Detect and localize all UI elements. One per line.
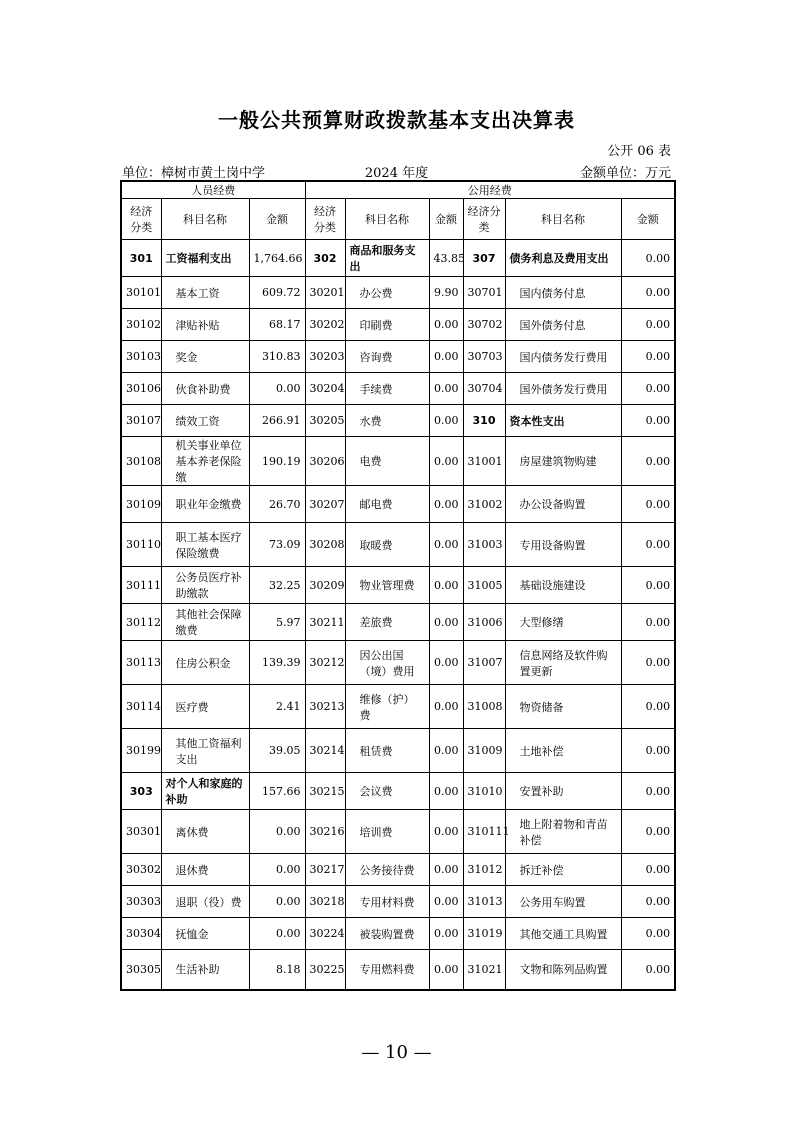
item-name [345, 854, 429, 886]
item-name [161, 729, 249, 773]
econ-class-code: 30108 [121, 437, 161, 486]
econ-class-code: 30101 [121, 277, 161, 309]
item-name [345, 523, 429, 567]
item-amount: 73.09 [249, 523, 305, 567]
econ-class-code: 30702 [463, 309, 505, 341]
item-amount: 9.90 [429, 277, 463, 309]
table-row [121, 373, 675, 405]
item-name [161, 886, 249, 918]
item-name-text: 商品和服务支出 [349, 244, 416, 273]
item-name [505, 641, 621, 685]
item-amount: 0.00 [621, 567, 675, 604]
amount-header: 金额 [621, 199, 675, 240]
item-amount: 68.17 [249, 309, 305, 341]
econ-class-code: 30213 [305, 685, 345, 729]
item-amount: 0.00 [621, 373, 675, 405]
item-amount: 0.00 [249, 886, 305, 918]
item-name [345, 685, 429, 729]
item-amount: 0.00 [621, 685, 675, 729]
item-name-text: 对个人和家庭的补助 [165, 777, 243, 806]
item-name-text: 离休费 [175, 825, 209, 839]
econ-class-code: 30211 [305, 604, 345, 641]
econ-class-code: 30199 [121, 729, 161, 773]
item-amount: 0.00 [429, 854, 463, 886]
item-name-text: 办公设备购置 [519, 498, 586, 511]
item-amount: 0.00 [621, 918, 675, 950]
econ-class-code: 30112 [121, 604, 161, 641]
item-amount: 139.39 [249, 641, 305, 685]
item-name [345, 641, 429, 685]
table-row [121, 604, 675, 641]
item-name [505, 950, 621, 990]
item-amount: 39.05 [249, 729, 305, 773]
item-name [505, 685, 621, 729]
item-amount: 0.00 [249, 810, 305, 854]
econ-class-code: 302 [305, 240, 345, 277]
table-row [121, 341, 675, 373]
item-name [505, 854, 621, 886]
econ-class-code: 30106 [121, 373, 161, 405]
fiscal-year: 2024 年度 [364, 166, 429, 181]
item-name [161, 950, 249, 990]
item-amount: 2.41 [249, 685, 305, 729]
econ-class-code: 30301 [121, 810, 161, 854]
table-row [121, 773, 675, 810]
item-amount: 0.00 [621, 729, 675, 773]
table-row [121, 523, 675, 567]
item-name [505, 773, 621, 810]
item-name-text: 专用材料费 [359, 895, 415, 909]
econ-class-code: 31019 [463, 918, 505, 950]
item-amount: 0.00 [621, 240, 675, 277]
econ-class-code: 31007 [463, 641, 505, 685]
table-row [121, 854, 675, 886]
item-name-text: 印刷费 [359, 318, 393, 332]
item-name-text: 咨询费 [359, 350, 393, 364]
econ-class-code: 30203 [305, 341, 345, 373]
econ-class-code: 30107 [121, 405, 161, 437]
item-name-text: 电费 [359, 455, 382, 468]
item-amount: 0.00 [621, 277, 675, 309]
econ-class-code: 30110 [121, 523, 161, 567]
item-name-text: 专用设备购置 [519, 538, 586, 552]
item-name [345, 486, 429, 523]
item-name [345, 950, 429, 990]
item-name-text: 资本性支出 [509, 414, 565, 428]
item-amount: 0.00 [621, 854, 675, 886]
table-row [121, 950, 675, 990]
item-name-text: 培训费 [359, 825, 393, 839]
econ-class-code: 30205 [305, 405, 345, 437]
item-name [161, 523, 249, 567]
econ-class-code: 31005 [463, 567, 505, 604]
item-name [161, 567, 249, 604]
item-amount: 26.70 [249, 486, 305, 523]
item-amount: 0.00 [429, 886, 463, 918]
item-amount: 0.00 [249, 373, 305, 405]
table-row [121, 641, 675, 685]
item-name-header: 科目名称 [345, 199, 429, 240]
item-name-text: 退休费 [175, 863, 209, 877]
item-name [345, 729, 429, 773]
item-name [345, 277, 429, 309]
item-name [161, 405, 249, 437]
item-amount: 0.00 [621, 950, 675, 990]
item-amount: 0.00 [621, 486, 675, 523]
econ-class-code: 30225 [305, 950, 345, 990]
item-name [505, 810, 621, 854]
item-amount: 43.85 [429, 240, 463, 277]
page-number: — 10 — [361, 1042, 432, 1063]
item-name [505, 405, 621, 437]
item-amount: 1,764.66 [249, 240, 305, 277]
item-amount: 0.00 [249, 918, 305, 950]
econ-class-code: 30209 [305, 567, 345, 604]
item-amount: 0.00 [621, 641, 675, 685]
item-name [345, 437, 429, 486]
item-name-text: 公务用车购置 [519, 895, 586, 909]
table-row [121, 918, 675, 950]
item-amount: 5.97 [249, 604, 305, 641]
item-name-text: 绩效工资 [175, 414, 220, 428]
item-name-text: 公务员医疗补助缴款 [175, 571, 242, 600]
item-name-text: 抚恤金 [175, 927, 209, 941]
table-row [121, 567, 675, 604]
item-amount: 0.00 [429, 341, 463, 373]
econ-class-code: 30109 [121, 486, 161, 523]
econ-class-code: 30113 [121, 641, 161, 685]
item-name-text: 因公出国（境）费用 [359, 648, 415, 678]
item-amount: 0.00 [621, 604, 675, 641]
item-amount: 0.00 [429, 373, 463, 405]
item-name-text: 其他工资福利支出 [175, 736, 242, 766]
econ-class-code: 30206 [305, 437, 345, 486]
item-amount: 0.00 [621, 810, 675, 854]
item-name [345, 240, 429, 277]
econ-class-code: 301 [121, 240, 161, 277]
econ-class-code: 303 [121, 773, 161, 810]
item-name-text: 拆迁补偿 [519, 863, 564, 877]
item-amount: 8.18 [249, 950, 305, 990]
item-name [345, 567, 429, 604]
item-name [505, 886, 621, 918]
item-name-text: 其他交通工具购置 [519, 927, 608, 941]
item-amount: 0.00 [621, 773, 675, 810]
econ-class-code: 30208 [305, 523, 345, 567]
econ-class-code: 30701 [463, 277, 505, 309]
item-name [161, 641, 249, 685]
item-name [505, 918, 621, 950]
item-name [161, 277, 249, 309]
form-number: 公开 06 表 [607, 144, 671, 159]
econ-class-code: 30703 [463, 341, 505, 373]
item-name [505, 240, 621, 277]
item-amount: 0.00 [249, 854, 305, 886]
econ-class-code: 310111 [463, 810, 505, 854]
item-name-text: 住房公积金 [175, 656, 231, 670]
econ-class-code: 30111 [121, 567, 161, 604]
item-name [161, 773, 249, 810]
item-name-text: 退职（役）费 [175, 895, 242, 909]
item-name-text: 津贴补贴 [175, 318, 220, 332]
item-name-text: 国外债务发行费用 [519, 382, 608, 396]
item-name-text: 手续费 [359, 382, 393, 396]
item-name-text: 工资福利支出 [165, 252, 232, 265]
item-name-text: 土地补偿 [519, 744, 564, 758]
econ-class-code: 310 [463, 405, 505, 437]
item-name [345, 773, 429, 810]
econ-class-code: 30304 [121, 918, 161, 950]
table-row [121, 240, 675, 277]
item-name-text: 奖金 [175, 350, 198, 364]
econ-class-code: 30207 [305, 486, 345, 523]
item-amount: 0.00 [429, 641, 463, 685]
item-amount: 0.00 [429, 729, 463, 773]
item-name-text: 伙食补助费 [175, 382, 231, 396]
item-name [161, 486, 249, 523]
item-amount: 0.00 [429, 950, 463, 990]
item-name-text: 邮电费 [359, 498, 393, 511]
item-name-text: 医疗费 [175, 700, 209, 714]
item-name-text: 信息网络及软件购置更新 [519, 648, 608, 678]
item-name-text: 公务接待费 [359, 863, 415, 877]
item-amount: 0.00 [621, 341, 675, 373]
item-name [161, 341, 249, 373]
econ-class-code: 31006 [463, 604, 505, 641]
item-amount: 0.00 [429, 918, 463, 950]
item-name-text: 债务利息及费用支出 [509, 252, 609, 265]
item-amount: 266.91 [249, 405, 305, 437]
table-row [121, 277, 675, 309]
table-row [121, 437, 675, 486]
reporting-unit: 单位：樟树市黄土岗中学 [122, 166, 266, 181]
item-name-text: 办公费 [359, 286, 393, 300]
econ-class-code: 30102 [121, 309, 161, 341]
econ-class-header: 经济分类 [463, 199, 505, 240]
table-row [121, 729, 675, 773]
table-row [121, 309, 675, 341]
column-header-row [121, 199, 675, 240]
expenditure-table [120, 180, 676, 991]
item-amount: 310.83 [249, 341, 305, 373]
item-name-header: 科目名称 [505, 199, 621, 240]
item-amount: 0.00 [621, 437, 675, 486]
item-name [345, 373, 429, 405]
item-name [345, 405, 429, 437]
item-name-text: 国内债务发行费用 [519, 350, 608, 364]
item-name [161, 810, 249, 854]
item-name [161, 918, 249, 950]
item-name-text: 职业年金缴费 [175, 498, 242, 511]
econ-class-code: 31003 [463, 523, 505, 567]
econ-class-code: 30224 [305, 918, 345, 950]
item-name [345, 309, 429, 341]
item-name [161, 373, 249, 405]
table-row [121, 886, 675, 918]
item-name [505, 309, 621, 341]
item-name [161, 685, 249, 729]
item-name-text: 机关事业单位基本养老保险缴 [175, 439, 242, 484]
table-row [121, 810, 675, 854]
item-name [505, 437, 621, 486]
econ-class-code: 30214 [305, 729, 345, 773]
econ-class-code: 307 [463, 240, 505, 277]
econ-class-code: 30204 [305, 373, 345, 405]
item-name [161, 604, 249, 641]
item-name-text: 水费 [359, 414, 382, 428]
econ-class-code: 31013 [463, 886, 505, 918]
item-name-text: 生活补助 [175, 963, 220, 977]
item-name [505, 373, 621, 405]
item-name [505, 486, 621, 523]
public-expenses-header: 公用经费 [305, 181, 675, 199]
econ-class-code: 31021 [463, 950, 505, 990]
item-amount: 0.00 [429, 437, 463, 486]
table-row [121, 486, 675, 523]
item-name-text: 会议费 [359, 785, 393, 798]
econ-class-code: 31002 [463, 486, 505, 523]
item-name-text: 专用燃料费 [359, 963, 415, 977]
item-name-text: 国外债务付息 [519, 318, 586, 332]
item-amount: 0.00 [429, 810, 463, 854]
item-name-text: 维修（护）费 [359, 692, 415, 722]
item-name [161, 240, 249, 277]
econ-class-code: 30704 [463, 373, 505, 405]
item-name-text: 被装购置费 [359, 927, 415, 941]
item-name-text: 大型修缮 [519, 616, 564, 629]
econ-class-code: 31009 [463, 729, 505, 773]
item-name [505, 341, 621, 373]
table-row [121, 685, 675, 729]
table-row [121, 405, 675, 437]
econ-class-code: 30202 [305, 309, 345, 341]
econ-class-code: 30217 [305, 854, 345, 886]
econ-class-header: 经济分类 [305, 199, 345, 240]
item-name [345, 886, 429, 918]
item-amount: 32.25 [249, 567, 305, 604]
item-name-text: 物业管理费 [359, 579, 415, 592]
econ-class-code: 31008 [463, 685, 505, 729]
econ-class-code: 31010 [463, 773, 505, 810]
item-name-text: 房屋建筑物购建 [519, 455, 597, 468]
item-amount: 0.00 [429, 604, 463, 641]
item-name [505, 523, 621, 567]
item-amount: 0.00 [621, 309, 675, 341]
econ-class-code: 30103 [121, 341, 161, 373]
item-name-text: 国内债务付息 [519, 286, 586, 300]
item-amount: 190.19 [249, 437, 305, 486]
item-amount: 0.00 [429, 773, 463, 810]
item-amount: 0.00 [621, 405, 675, 437]
item-name-text: 安置补助 [519, 785, 564, 798]
group-header-row [121, 181, 675, 199]
item-name [161, 854, 249, 886]
item-name-text: 地上附着物和青苗补偿 [519, 817, 608, 847]
econ-class-code: 30114 [121, 685, 161, 729]
econ-class-code: 30201 [305, 277, 345, 309]
item-name [505, 604, 621, 641]
item-name [345, 810, 429, 854]
econ-class-code: 31001 [463, 437, 505, 486]
item-name-text: 基础设施建设 [519, 579, 586, 592]
personnel-expenses-header: 人员经费 [121, 181, 305, 199]
item-name-text: 取暖费 [359, 538, 393, 552]
item-name [345, 604, 429, 641]
item-amount: 0.00 [621, 523, 675, 567]
econ-class-code: 30303 [121, 886, 161, 918]
econ-class-code: 31012 [463, 854, 505, 886]
item-name [505, 277, 621, 309]
econ-class-code: 30212 [305, 641, 345, 685]
item-name-text: 职工基本医疗保险缴费 [175, 530, 242, 560]
item-amount: 609.72 [249, 277, 305, 309]
item-name [345, 918, 429, 950]
econ-class-code: 30305 [121, 950, 161, 990]
econ-class-code: 30302 [121, 854, 161, 886]
item-name-text: 其他社会保障缴费 [175, 608, 242, 637]
item-amount: 0.00 [429, 486, 463, 523]
page-title: 一般公共预算财政拨款基本支出决算表 [218, 108, 575, 132]
item-name [161, 309, 249, 341]
item-amount: 0.00 [429, 523, 463, 567]
item-name [505, 567, 621, 604]
item-amount: 0.00 [621, 886, 675, 918]
item-name-text: 租赁费 [359, 744, 393, 758]
item-name-text: 基本工资 [175, 286, 220, 300]
item-name [161, 437, 249, 486]
item-amount: 0.00 [429, 685, 463, 729]
item-name [505, 729, 621, 773]
item-name-text: 物资储备 [519, 700, 564, 714]
econ-class-code: 30218 [305, 886, 345, 918]
amount-header: 金额 [429, 199, 463, 240]
item-name-text: 差旅费 [359, 616, 393, 629]
item-amount: 0.00 [429, 567, 463, 604]
amount-header: 金额 [249, 199, 305, 240]
item-amount: 0.00 [429, 309, 463, 341]
item-name-text: 文物和陈列品购置 [519, 963, 608, 977]
econ-class-header: 经济分类 [121, 199, 161, 240]
item-name-header: 科目名称 [161, 199, 249, 240]
item-name [345, 341, 429, 373]
econ-class-code: 30215 [305, 773, 345, 810]
amount-unit: 金额单位：万元 [579, 166, 671, 181]
item-amount: 157.66 [249, 773, 305, 810]
econ-class-code: 30216 [305, 810, 345, 854]
item-amount: 0.00 [429, 405, 463, 437]
